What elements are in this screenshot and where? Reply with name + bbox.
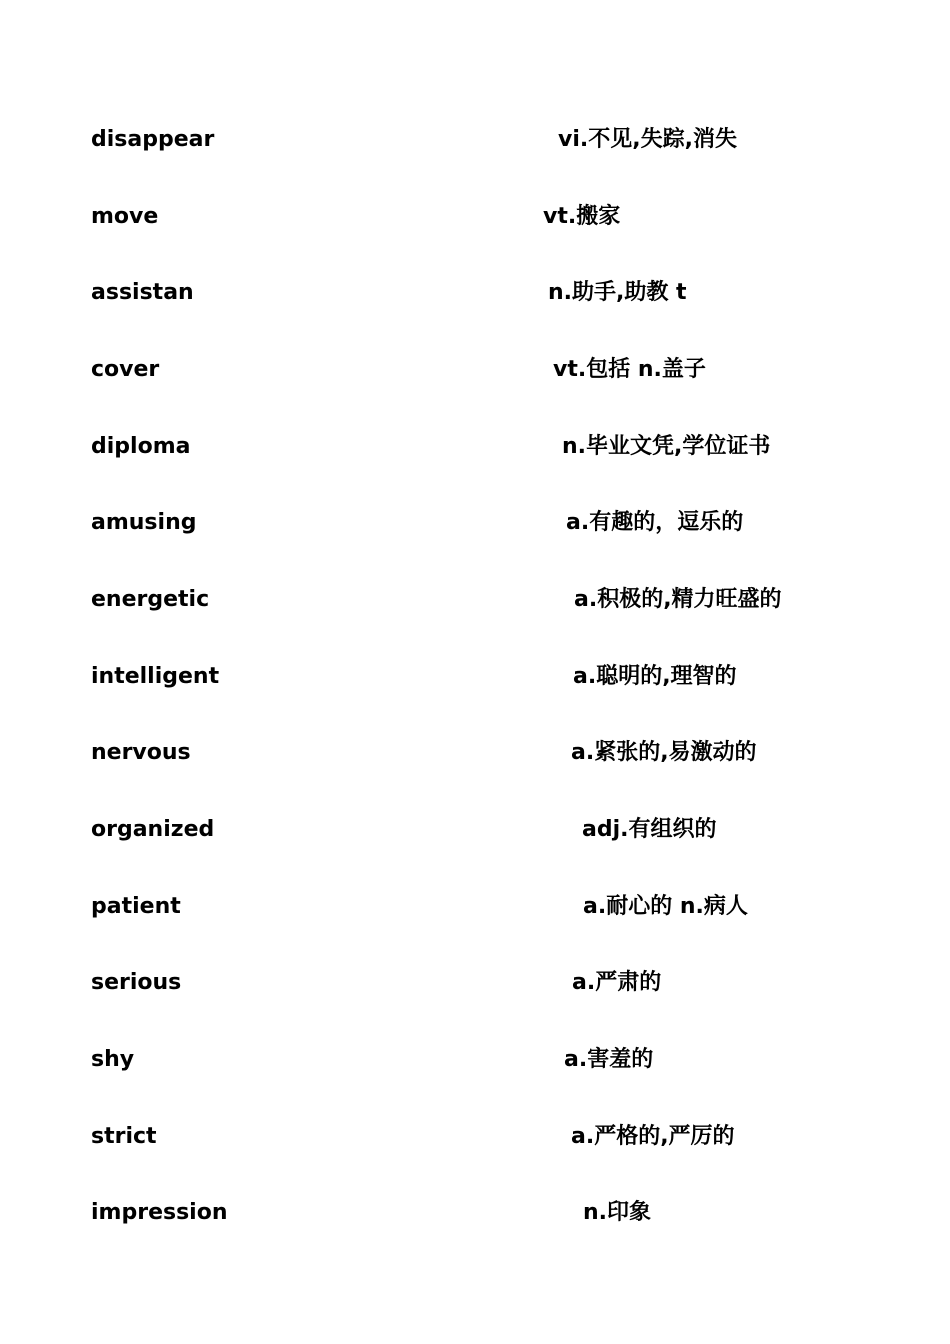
- vocab-definition: a.积极的,精力旺盛的: [574, 587, 782, 612]
- vocab-definition: a.紧张的,易激动的: [571, 740, 757, 765]
- vocab-definition: a.严肃的: [572, 970, 662, 995]
- vocab-row-cover: [0, 350, 950, 390]
- vocab-row-energetic: [0, 580, 950, 620]
- vocab-word: diploma: [91, 434, 191, 459]
- vocab-word: amusing: [91, 510, 197, 535]
- vocab-row-organized: [0, 810, 950, 850]
- vocab-word: move: [91, 204, 159, 229]
- vocab-row-strict: [0, 1117, 950, 1157]
- vocab-row-diploma: [0, 427, 950, 467]
- vocab-word: impression: [91, 1200, 228, 1225]
- vocab-definition: vi.不见,失踪,消失: [558, 127, 737, 152]
- vocab-definition: a.聪明的,理智的: [573, 664, 737, 689]
- vocab-word: patient: [91, 894, 181, 919]
- vocab-word: serious: [91, 970, 182, 995]
- vocab-word: strict: [91, 1124, 157, 1149]
- vocab-row-nervous: [0, 733, 950, 773]
- vocab-word: intelligent: [91, 664, 220, 689]
- vocab-row-shy: [0, 1040, 950, 1080]
- vocab-word: nervous: [91, 740, 191, 765]
- vocab-row-assistan: [0, 273, 950, 313]
- vocab-word: organized: [91, 817, 215, 842]
- vocab-definition: a.有趣的，逗乐的: [566, 510, 744, 535]
- vocab-row-disappear: [0, 120, 950, 160]
- vocab-definition: n.印象: [583, 1200, 652, 1225]
- vocab-word: shy: [91, 1047, 135, 1072]
- vocab-row-serious: [0, 963, 950, 1003]
- vocab-row-move: [0, 197, 950, 237]
- vocab-row-patient: [0, 887, 950, 927]
- vocab-row-intelligent: [0, 657, 950, 697]
- vocab-definition: vt.搬家: [543, 204, 621, 229]
- vocab-row-amusing: [0, 503, 950, 543]
- vocab-definition: a.害羞的: [564, 1047, 654, 1072]
- vocab-definition: vt.包括 n.盖子: [553, 357, 706, 382]
- vocab-definition: a.严格的,严厉的: [571, 1124, 735, 1149]
- vocab-definition: adj.有组织的: [582, 817, 717, 842]
- vocab-word: disappear: [91, 127, 215, 152]
- vocab-definition: a.耐心的 n.病人: [583, 894, 748, 919]
- vocab-row-impression: [0, 1193, 950, 1233]
- vocab-word: energetic: [91, 587, 210, 612]
- vocab-definition: n.毕业文凭,学位证书: [562, 434, 771, 459]
- vocab-word: assistan: [91, 280, 194, 305]
- vocab-definition: n.助手,助教 t: [548, 280, 687, 305]
- vocab-word: cover: [91, 357, 160, 382]
